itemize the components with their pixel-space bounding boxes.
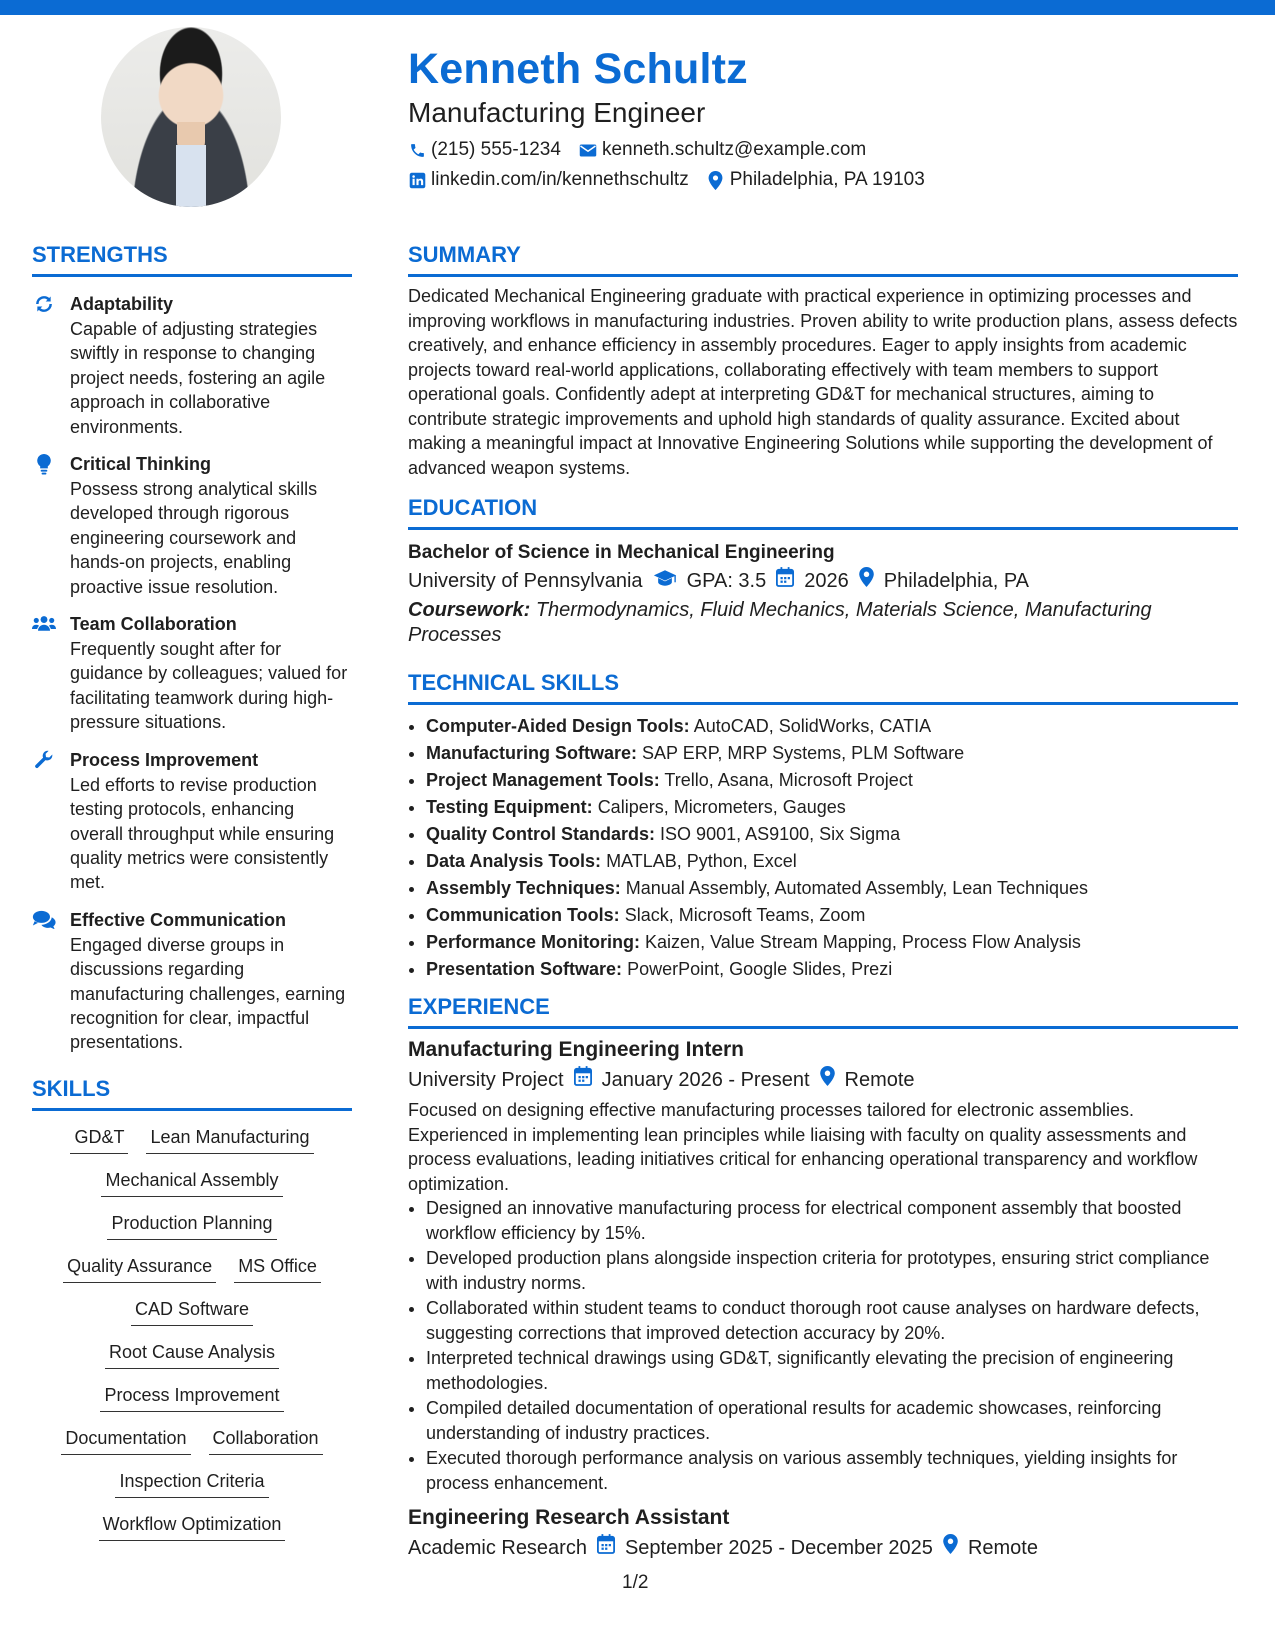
skill-chip: Inspection Criteria bbox=[115, 1469, 268, 1498]
list-item: • Computer-Aided Design Tools: AutoCAD, SolidWorks, CATIA bbox=[426, 713, 1238, 740]
right-column bbox=[408, 241, 1238, 1563]
contact-row-2 bbox=[408, 166, 1238, 194]
job-entry bbox=[408, 1503, 1238, 1563]
school-location: Philadelphia, PA bbox=[883, 570, 1030, 592]
skills-heading: SKILLS bbox=[32, 1075, 352, 1111]
strength-item bbox=[32, 451, 352, 599]
job-dates: September 2025 - December 2025 bbox=[624, 1537, 933, 1559]
linkedin-icon bbox=[408, 171, 426, 189]
page-number: 1/2 bbox=[622, 1572, 649, 1593]
list-item: • Data Analysis Tools: MATLAB, Python, Excel bbox=[426, 848, 1238, 875]
contact-email[interactable] bbox=[579, 136, 866, 164]
calendar-icon bbox=[776, 566, 794, 596]
strength-desc: Engaged diverse groups in discussions regarding manufacturing challenges, earning recognition for clear, impactful presentations. bbox=[70, 934, 346, 1053]
skill-chip: Quality Assurance bbox=[63, 1254, 216, 1283]
summary-heading: SUMMARY bbox=[408, 241, 1238, 277]
strength-item bbox=[32, 907, 352, 1055]
comments-icon bbox=[32, 907, 56, 1055]
candidate-name: Kenneth Schultz bbox=[408, 45, 748, 93]
skill-chip: Documentation bbox=[61, 1426, 190, 1455]
linkedin-text: linkedin.com/in/kennethschultz bbox=[431, 169, 689, 190]
job-title: Manufacturing Engineer bbox=[408, 97, 706, 128]
job-location: Remote bbox=[967, 1537, 1038, 1559]
experience-heading: EXPERIENCE bbox=[408, 993, 1238, 1029]
skill-chip: MS Office bbox=[234, 1254, 321, 1283]
map-pin-icon bbox=[943, 1533, 958, 1563]
list-item: • Project Management Tools: Trello, Asana, Microsoft Project bbox=[426, 767, 1238, 794]
calendar-icon bbox=[574, 1065, 592, 1095]
degree: Bachelor of Science in Mechanical Engineering bbox=[408, 542, 835, 563]
strength-name: Effective Communication bbox=[70, 909, 287, 930]
job-location: Remote bbox=[844, 1069, 915, 1091]
skill-chip: Root Cause Analysis bbox=[105, 1340, 279, 1369]
list-item: • Communication Tools: Slack, Microsoft Teams, Zoom bbox=[426, 902, 1238, 929]
contact-phone[interactable] bbox=[408, 136, 561, 164]
skill-chip: GD&T bbox=[70, 1125, 128, 1154]
summary-section bbox=[408, 241, 1238, 480]
list-item: • Performance Monitoring: Kaizen, Value Stream Mapping, Process Flow Analysis bbox=[426, 929, 1238, 956]
school: University of Pennsylvania bbox=[408, 570, 643, 592]
skills-section bbox=[32, 1075, 352, 1541]
education-meta bbox=[408, 566, 1238, 596]
email-text: kenneth.schultz@example.com bbox=[601, 139, 867, 160]
location-text: Philadelphia, PA 19103 bbox=[729, 169, 925, 190]
skill-chip: Mechanical Assembly bbox=[101, 1168, 282, 1197]
envelope-icon bbox=[579, 141, 597, 159]
sync-icon bbox=[32, 291, 56, 439]
team-icon bbox=[32, 611, 56, 735]
list-item: • Executed thorough performance analysis on various assembly techniques, yielding insights for process enhancement. bbox=[426, 1446, 1238, 1495]
strength-desc: Frequently sought after for guidance by colleagues; valued for facilitating teamwork during high-pressure situations. bbox=[70, 639, 348, 733]
education-heading: EDUCATION bbox=[408, 494, 1238, 530]
job-entry bbox=[408, 1035, 1238, 1495]
job-meta bbox=[408, 1065, 1238, 1095]
list-item: • Interpreted technical drawings using GD&T, significantly elevating the precision of engineering methodologies. bbox=[426, 1346, 1238, 1395]
contact-location bbox=[707, 166, 925, 194]
job-org: University Project bbox=[408, 1069, 564, 1091]
coursework-label: Coursework: bbox=[408, 599, 531, 621]
list-item: • Quality Control Standards: ISO 9001, AS9100, Six Sigma bbox=[426, 821, 1238, 848]
job-org: Academic Research bbox=[408, 1537, 587, 1559]
strength-item bbox=[32, 611, 352, 735]
list-item: • Manufacturing Software: SAP ERP, MRP Systems, PLM Software bbox=[426, 740, 1238, 767]
coursework bbox=[408, 598, 1238, 647]
strength-item bbox=[32, 747, 352, 895]
graduation-year: 2026 bbox=[804, 570, 849, 592]
list-item: • Assembly Techniques: Manual Assembly, Automated Assembly, Lean Techniques bbox=[426, 875, 1238, 902]
wrench-icon bbox=[32, 747, 56, 895]
strength-desc: Capable of adjusting strategies swiftly in response to changing project needs, fostering an agile approach in collaborative environments. bbox=[70, 319, 326, 437]
strength-name: Adaptability bbox=[70, 294, 174, 314]
list-item: • Developed production plans alongside inspection criteria for prototypes, ensuring strict compliance with industry norms. bbox=[426, 1246, 1238, 1295]
strengths-heading: STRENGTHS bbox=[32, 241, 352, 277]
list-item: • Testing Equipment: Calipers, Micrometers, Gauges bbox=[426, 794, 1238, 821]
job-role: Engineering Research Assistant bbox=[408, 1506, 730, 1529]
strength-item bbox=[32, 291, 352, 439]
skill-chip: Process Improvement bbox=[100, 1383, 283, 1412]
top-accent-bar bbox=[0, 0, 1275, 15]
job-role: Manufacturing Engineering Intern bbox=[408, 1038, 745, 1061]
job-dates: January 2026 - Present bbox=[601, 1069, 810, 1091]
technical-skills-list bbox=[408, 713, 1238, 983]
experience-section bbox=[408, 993, 1238, 1563]
left-column bbox=[32, 241, 352, 1541]
map-pin-icon bbox=[859, 566, 874, 596]
strength-name: Team Collaboration bbox=[70, 614, 237, 635]
technical-skills-section bbox=[408, 669, 1238, 983]
list-item: • Compiled detailed documentation of operational results for academic showcases, reinforcing understanding of industry practices. bbox=[426, 1396, 1238, 1445]
job-bullets bbox=[408, 1196, 1238, 1495]
profile-photo bbox=[101, 27, 281, 207]
job-summary: Focused on designing effective manufacturing processes tailored for electronic assemblies. Experienced in implementing lean principles while liaising with faculty on quality assessments and process evaluations, leading initiatives critical for enhancing operational transparency and workflow optimization. bbox=[408, 1100, 1198, 1194]
skill-chip: Collaboration bbox=[209, 1426, 323, 1455]
header bbox=[408, 42, 1238, 194]
job-meta bbox=[408, 1533, 1238, 1563]
strength-name: Critical Thinking bbox=[70, 454, 212, 475]
list-item: • Collaborated within student teams to conduct thorough root cause analyses on hardware defects, suggesting corrections that improved detection accuracy by 20%. bbox=[426, 1296, 1238, 1345]
education-section bbox=[408, 494, 1238, 647]
contact-linkedin[interactable] bbox=[408, 166, 689, 194]
phone-icon bbox=[408, 141, 426, 159]
skill-chip: CAD Software bbox=[131, 1297, 253, 1326]
technical-skills-heading: TECHNICAL SKILLS bbox=[408, 669, 1238, 705]
gpa: GPA: 3.5 bbox=[686, 570, 767, 592]
strength-desc: Led efforts to revise production testing protocols, enhancing overall throughput while ensuring quality metrics were consistently met. bbox=[70, 774, 335, 893]
summary-text: Dedicated Mechanical Engineering graduate with practical experience in optimizing processes and improving workflows in manufacturing industries. Proven ability to write production plans, assess defects creatively, and enhance efficiency in assembly procedures. Eager to apply insights from academic projects toward real-world applications, collaborating effectively with team members to support operational goals. Confidently adept at interpreting GD&T for mechanical structures, aiming to contribute strategic improvements and uphold high standards of quality assurance. Excited about making a meaningful impact at Innovative Engineering Solutions while supporting the development of advanced weapon systems. bbox=[408, 286, 1238, 478]
list-item: • Presentation Software: PowerPoint, Google Slides, Prezi bbox=[426, 956, 1238, 983]
contact-row-1 bbox=[408, 136, 1238, 164]
coursework-list: Thermodynamics, Fluid Mechanics, Materials Science, Manufacturing Processes bbox=[408, 599, 1152, 646]
list-item: • Designed an innovative manufacturing process for electrical component assembly that boosted workflow efficiency by 15%. bbox=[426, 1196, 1238, 1245]
skills-chips bbox=[32, 1125, 352, 1541]
map-pin-icon bbox=[820, 1065, 835, 1095]
graduation-cap-icon bbox=[653, 566, 677, 596]
skill-chip: Workflow Optimization bbox=[99, 1512, 286, 1541]
skill-chip: Lean Manufacturing bbox=[146, 1125, 313, 1154]
phone-text: (215) 555-1234 bbox=[431, 139, 561, 160]
skill-chip: Production Planning bbox=[107, 1211, 276, 1240]
strength-desc: Possess strong analytical skills developed through rigorous engineering coursework and hands-on projects, enabling proactive issue resolution. bbox=[70, 479, 318, 597]
map-pin-icon bbox=[707, 171, 725, 189]
calendar-icon bbox=[597, 1533, 615, 1563]
strength-name: Process Improvement bbox=[70, 749, 259, 770]
lightbulb-icon bbox=[32, 451, 56, 599]
